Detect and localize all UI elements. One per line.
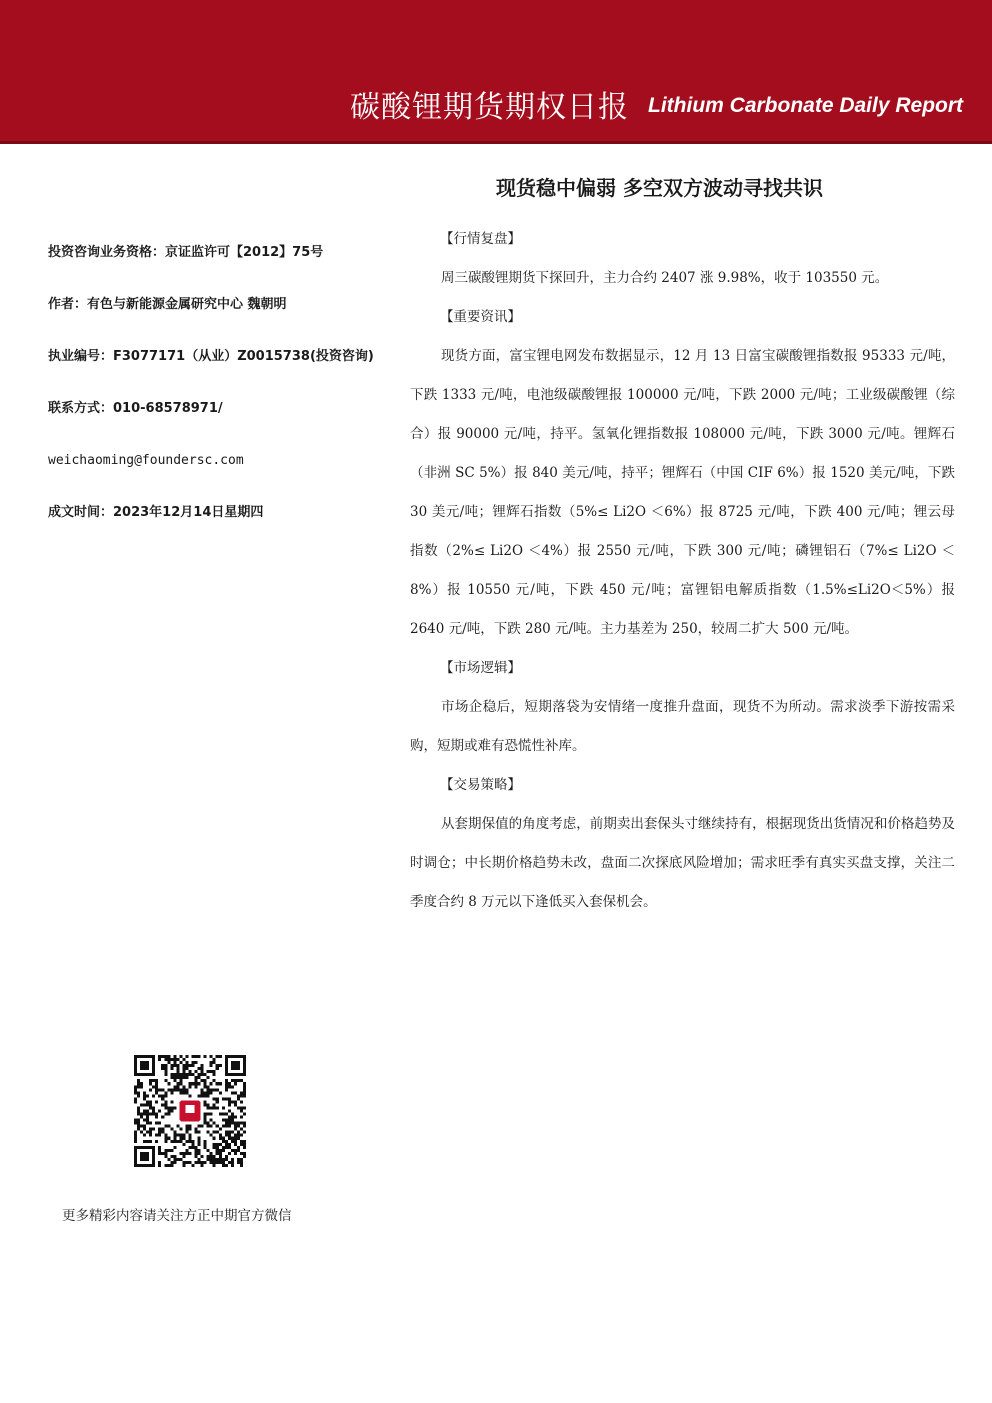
qr-caption: 更多精彩内容请关注方正中期官方微信 xyxy=(62,1208,292,1224)
section-heading-review: 【行情复盘】 xyxy=(440,231,521,247)
qr-finder-top-left xyxy=(134,1055,155,1076)
wechat-qr-code xyxy=(134,1055,246,1167)
qualification-line: 投资咨询业务资格：京证监许可【2012】75号 xyxy=(48,245,324,260)
qr-finder-bottom-left xyxy=(134,1146,155,1167)
header-band xyxy=(0,0,992,144)
date-line: 成文时间：2023年12月14日星期四 xyxy=(48,505,264,520)
section-paragraph-news: 现货方面，富宝锂电网发布数据显示，12 月 13 日富宝碳酸锂指数报 95333 元/吨，下跌 1333 元/吨，电池级碳酸锂报 100000 元/吨，下跌 2000 元/吨；工业级碳酸锂（综合）报 90000 元/吨，持平。氢氧化锂指数报 108000 元/吨，下跌 3000 元/吨。锂辉石（非洲 SC 5%）报 840 美元/吨，持平；锂辉石（中国 CIF 6%）报 1520 美元/吨，下跌 30 美元/吨；锂辉石指数（5%≤ Li2O ＜6%）报 8725 元/吨，下跌 400 元/吨；锂云母指数（2%≤ Li2O ＜4%）报 2550 元/吨，下跌 300 元/吨；磷锂铝石（7%≤ Li2O ＜8%）报 10550 元/吨，下跌 450 元/吨；富锂铝电解质指数（1.5%≤Li2O＜5%）报 2640 元/吨，下跌 280 元/吨。主力基差为 250，较周二扩大 500 元/吨。 xyxy=(410,348,955,637)
license-line: 执业编号：F3077171（从业）Z0015738(投资咨询) xyxy=(48,349,374,364)
section-heading-logic: 【市场逻辑】 xyxy=(440,660,521,676)
section-paragraph-review: 周三碳酸锂期货下探回升，主力合约 2407 涨 9.98%，收于 103550 元。 xyxy=(441,270,889,286)
email-line: weichaoming@foundersc.com xyxy=(48,453,244,468)
section-paragraph-strategy: 从套期保值的角度考虑，前期卖出套保头寸继续持有，根据现货出货情况和价格趋势及时调仓；中长期价格趋势未改，盘面二次探底风险增加；需求旺季有真实买盘支撑，关注二季度合约 8 万元以下逢低买入套保机会。 xyxy=(410,816,955,910)
report-title-cn: 碳酸锂期货期权日报 xyxy=(350,90,629,125)
report-body xyxy=(410,220,955,922)
contact-line: 联系方式：010-68578971/ xyxy=(48,401,223,416)
section-heading-strategy: 【交易策略】 xyxy=(440,777,521,793)
section-paragraph-logic: 市场企稳后，短期落袋为安情绪一度推升盘面，现货不为所动。需求淡季下游按需采购，短期或难有恐慌性补库。 xyxy=(410,699,955,754)
report-title-en: Lithium Carbonate Daily Report xyxy=(648,94,964,117)
author-line: 作者：有色与新能源金属研究中心 魏朝明 xyxy=(48,297,287,312)
headline: 现货稳中偏弱 多空双方波动寻找共识 xyxy=(496,176,823,200)
section-heading-news: 【重要资讯】 xyxy=(440,309,521,325)
qr-code-graphic xyxy=(134,1055,246,1167)
author-sidebar xyxy=(48,244,398,556)
qr-center-logo xyxy=(178,1099,202,1123)
qr-finder-top-right xyxy=(225,1055,246,1076)
